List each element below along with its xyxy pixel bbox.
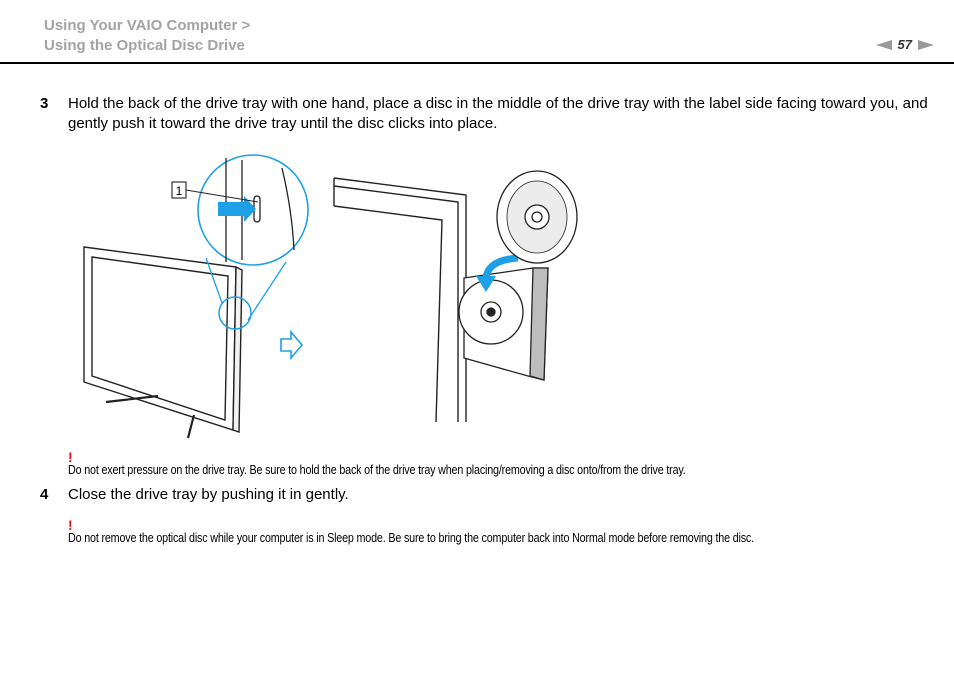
drive-tray-illustration bbox=[78, 150, 598, 440]
next-page-arrow-icon[interactable] bbox=[918, 40, 934, 50]
page-navigator bbox=[876, 37, 934, 52]
drive-tray bbox=[459, 268, 548, 380]
monitor-large-edge bbox=[334, 178, 466, 422]
breadcrumb-line1: Using Your VAIO Computer > bbox=[44, 17, 251, 34]
callout-label: 1 bbox=[175, 184, 183, 198]
warning-note-2: Do not remove the optical disc while your computer is in Sleep mode. Be sure to bring the computer back into Normal mode before removing the disc. bbox=[68, 531, 754, 545]
monitor-small bbox=[84, 247, 242, 438]
optical-disc bbox=[497, 171, 577, 263]
header-rule bbox=[0, 62, 954, 64]
step-number: 4 bbox=[40, 486, 49, 503]
breadcrumb-line2: Using the Optical Disc Drive bbox=[44, 37, 245, 54]
previous-page-arrow-icon[interactable] bbox=[876, 40, 892, 50]
warning-note-1: Do not exert pressure on the drive tray. Be sure to hold the back of the drive tray when placing/removing a disc onto/from the drive tray. bbox=[68, 463, 686, 477]
direction-arrow-icon bbox=[281, 332, 302, 358]
header-breadcrumb bbox=[44, 16, 250, 56]
step-text: Close the drive tray by pushing it in gently. bbox=[68, 486, 349, 503]
warning-mark-1: ! bbox=[68, 449, 73, 465]
warning-mark-2: ! bbox=[68, 517, 73, 533]
page-number: 57 bbox=[897, 37, 912, 52]
step-number: 3 bbox=[40, 95, 49, 112]
step-text: Hold the back of the drive tray with one hand, place a disc in the middle of the drive tray with the label side facing toward you, and gently push it toward the drive tray until the disc clicks into place. bbox=[68, 95, 928, 132]
